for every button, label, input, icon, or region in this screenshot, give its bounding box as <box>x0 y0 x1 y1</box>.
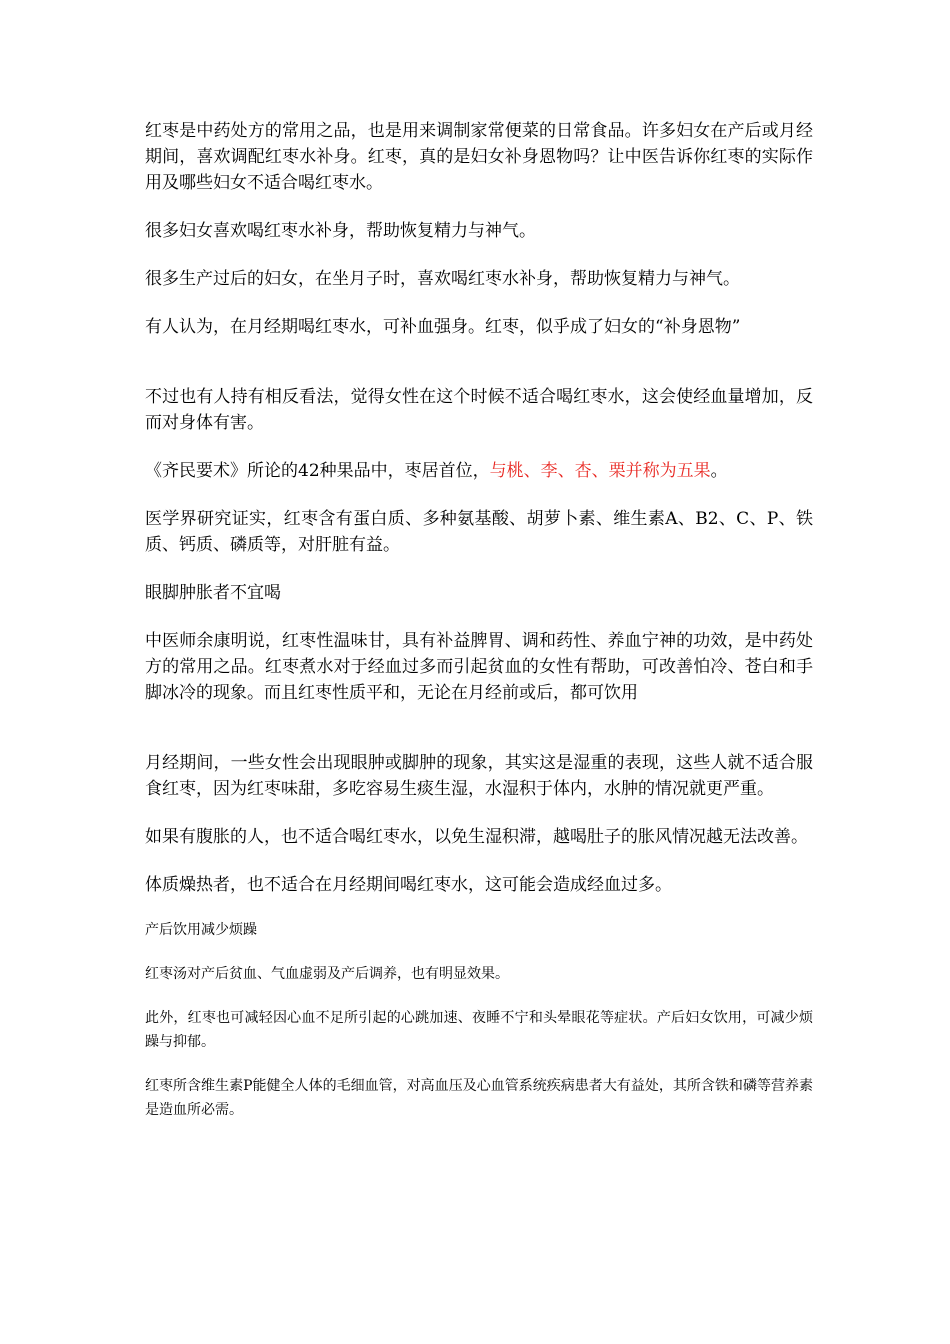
paragraph: 很多妇女喜欢喝红枣水补身，帮助恢复精力与神气。 <box>145 221 536 241</box>
highlighted-text: 与桃、李、杏、栗并称为五果 <box>489 461 711 481</box>
paragraph: 体质燥热者，也不适合在月经期间喝红枣水，这可能会造成经血过多。 <box>145 875 672 895</box>
section-heading: 产后饮用减少烦躁 <box>145 922 257 938</box>
paragraph: 有人认为，在月经期喝红枣水，可补血强身。红枣，似乎成了妇女的“补身恩物” <box>145 317 741 337</box>
section-heading: 眼脚肿胀者不宜喝 <box>145 583 281 603</box>
paragraph: 如果有腹胀的人，也不适合喝红枣水，以免生湿积滞，越喝肚子的胀风情况越无法改善。 <box>145 827 808 847</box>
paragraph: 红枣汤对产后贫血、气血虚弱及产后调养，也有明显效果。 <box>145 966 509 982</box>
paragraph-intro: 红枣是中药处方的常用之品，也是用来调制家常便菜的日常食品。许多妇女在产后或月经期间，喜欢调配红枣水补身。红枣，真的是妇女补身恩物吗？让中医告诉你红枣的实际作用及哪些妇女不适合喝红枣水。 <box>145 121 813 193</box>
paragraph-five-fruits <box>145 458 813 484</box>
paragraph: 此外，红枣也可减轻因心血不足所引起的心跳加速、夜睡不宁和头晕眼花等症状。产后妇女饮用，可减少烦躁与抑郁。 <box>145 1010 813 1050</box>
paragraph: 红枣所含维生素P能健全人体的毛细血管，对高血压及心血管系统疾病患者大有益处，其所含铁和磷等营养素是造血所必需。 <box>145 1078 813 1118</box>
document-body <box>145 118 813 1122</box>
paragraph: 月经期间，一些女性会出现眼肿或脚肿的现象，其实这是湿重的表现，这些人就不适合服食红枣，因为红枣味甜，多吃容易生痰生湿，水湿积于体内，水肿的情况就更严重。 <box>145 753 813 799</box>
text-segment: 《齐民要术》所论的42种果品中，枣居首位， <box>145 461 490 481</box>
paragraph: 中医师余康明说，红枣性温味甘，具有补益脾胃、调和药性、养血宁神的功效，是中药处方的常用之品。红枣煮水对于经血过多而引起贫血的女性有帮助，可改善怕冷、苍白和手脚冰冷的现象。而且红枣性质平和，无论在月经前或后，都可饮用 <box>145 631 813 703</box>
text-segment: 。 <box>710 461 728 481</box>
paragraph: 医学界研究证实，红枣含有蛋白质、多种氨基酸、胡萝卜素、维生素A、B2、C、P、铁质、钙质、磷质等，对肝脏有益。 <box>145 509 813 555</box>
paragraph: 不过也有人持有相反看法，觉得女性在这个时候不适合喝红枣水，这会使经血量增加，反而对身体有害。 <box>145 387 813 433</box>
paragraph: 很多生产过后的妇女，在坐月子时，喜欢喝红枣水补身，帮助恢复精力与神气。 <box>145 269 740 289</box>
